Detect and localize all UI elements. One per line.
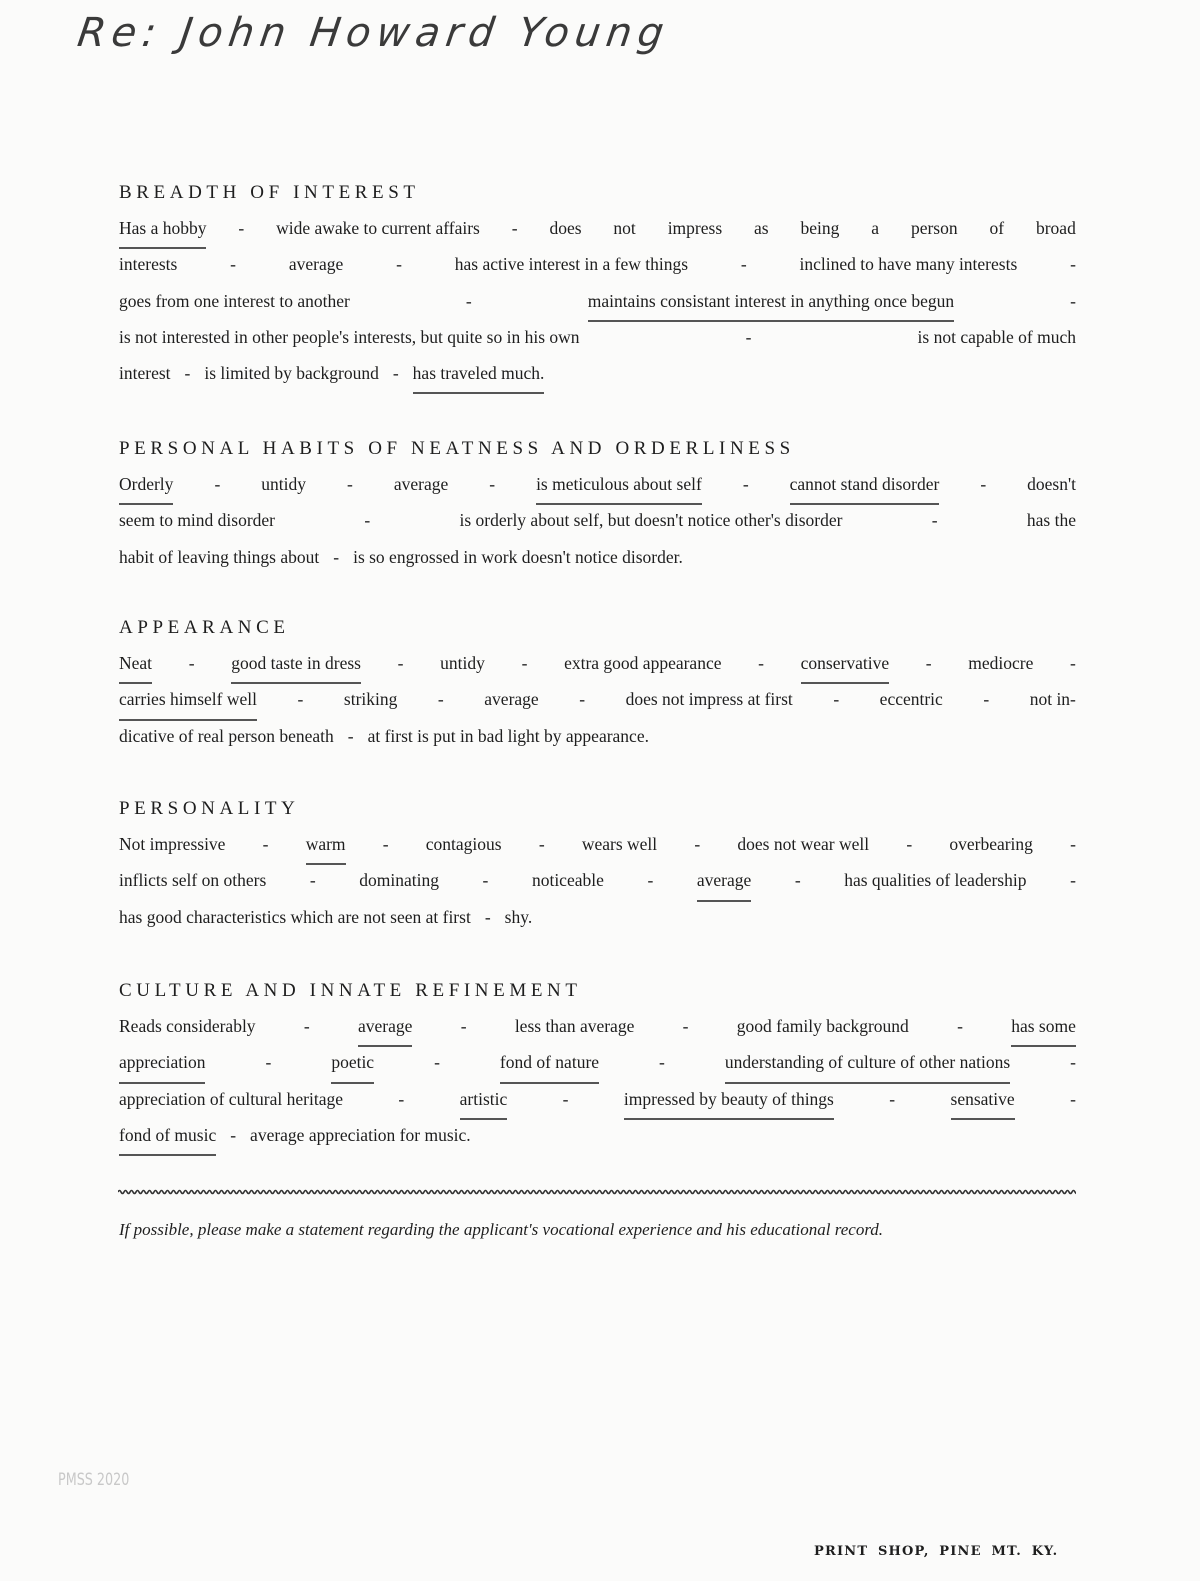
dash-separator: - (758, 653, 764, 673)
dash-separator: - (1070, 870, 1076, 891)
trait-text: contagious (425, 834, 502, 854)
underlined-trait: has traveled much. (413, 358, 545, 394)
trait-text: habit of leaving things about (119, 546, 320, 567)
dash-separator: - (188, 653, 195, 673)
underlined-trait: cannot stand disorder (790, 469, 940, 505)
trait-text: noticeable (531, 870, 604, 891)
dash-separator: - (309, 870, 316, 891)
dash-separator: - (347, 725, 354, 746)
handwritten-header: Re: John Howard Young (74, 10, 673, 56)
dash-separator: - (1070, 834, 1076, 854)
dash-separator: - (230, 1124, 237, 1145)
underlined-trait: good taste in dress (231, 648, 361, 684)
trait-text: extra good appearance (564, 653, 722, 673)
dash-separator: - (742, 474, 749, 494)
text-line (119, 322, 1076, 358)
trait-text: overbearing (949, 834, 1033, 854)
dash-separator: - (397, 653, 404, 673)
instruction-note: If possible, please make a statement regarding the applicant's vocational experience and his educational record. (119, 1220, 884, 1239)
dash-separator: - (833, 689, 840, 710)
trait-text: of (989, 218, 1005, 238)
trait-text: seem to mind disorder (119, 510, 276, 531)
underlined-trait: is meticulous about self (536, 469, 702, 505)
dash-separator: - (265, 1052, 272, 1073)
trait-text: not in- (1029, 689, 1076, 710)
trait-text: average (393, 474, 449, 494)
dash-separator: - (511, 218, 518, 238)
trait-text: impress (667, 218, 723, 238)
underlined-trait: Orderly (119, 469, 173, 505)
text-line (119, 469, 1076, 505)
trait-text: dominating (359, 870, 439, 891)
trait-text: wears well (581, 834, 658, 854)
trait-text: eccentric (879, 689, 943, 710)
underlined-trait: understanding of culture of other nations (725, 1047, 1010, 1083)
dash-separator: - (1070, 653, 1076, 673)
text-line (119, 684, 1076, 720)
text-line (119, 358, 1076, 394)
dash-separator: - (238, 218, 245, 238)
trait-text: untidy (440, 653, 485, 673)
dash-separator: - (262, 834, 269, 854)
section-heading: PERSONALITY (119, 798, 300, 819)
text-line (119, 648, 1076, 684)
dash-separator: - (740, 254, 747, 275)
dash-separator: - (538, 834, 545, 854)
underlined-trait: fond of nature (500, 1047, 599, 1083)
trait-text: has the (1026, 510, 1076, 531)
trait-text: Reads considerably (119, 1016, 256, 1036)
dash-separator: - (398, 1088, 405, 1109)
trait-text: has active interest in a few things (454, 254, 689, 275)
trait-text: is not capable of much (917, 326, 1076, 347)
trait-text: Not impressive (119, 834, 226, 854)
trait-text: average (288, 254, 344, 275)
wavy-divider (118, 1187, 1076, 1197)
section-culture (119, 980, 1076, 1156)
dash-separator: - (931, 510, 938, 531)
dash-separator: - (1070, 1052, 1076, 1073)
dash-separator: - (382, 834, 389, 854)
section-breadth-of-interest (119, 182, 1076, 394)
dash-separator: - (957, 1016, 963, 1036)
trait-text: being (800, 218, 840, 238)
section-heading: CULTURE AND INNATE REFINEMENT (119, 980, 582, 1001)
trait-text: is orderly about self, but doesn't notice other's disorder (459, 510, 843, 531)
dash-separator: - (745, 326, 752, 347)
dash-separator: - (396, 254, 402, 275)
section-heading: PERSONAL HABITS OF NEATNESS AND ORDERLINESS (119, 438, 795, 459)
text-line (119, 902, 1076, 938)
trait-text: a (871, 218, 880, 238)
underlined-trait: artistic (460, 1084, 508, 1120)
trait-text: does not wear well (737, 834, 870, 854)
dash-separator: - (1070, 254, 1076, 275)
trait-text: has qualities of leadership (844, 870, 1027, 891)
dash-separator: - (214, 474, 221, 494)
dash-separator: - (484, 906, 491, 927)
trait-text: has good characteristics which are not seen at first (119, 906, 471, 927)
underlined-trait: poetic (331, 1047, 374, 1083)
dash-separator: - (297, 689, 304, 710)
underlined-trait: average (358, 1011, 412, 1047)
section-heading: APPEARANCE (119, 617, 290, 638)
dash-separator: - (659, 1052, 665, 1073)
trait-text: is so engrossed in work doesn't notice disorder. (353, 546, 683, 567)
text-line (119, 1084, 1076, 1120)
section-heading: BREADTH OF INTEREST (119, 182, 420, 203)
text-line (119, 286, 1076, 322)
dash-separator: - (482, 870, 489, 891)
trait-text: doesn't (1027, 474, 1076, 494)
underlined-trait: has some (1011, 1011, 1076, 1047)
dash-separator: - (682, 1016, 689, 1036)
dash-separator: - (392, 363, 399, 384)
text-line (119, 1047, 1076, 1083)
dash-separator: - (333, 546, 340, 567)
trait-text: as (754, 218, 769, 238)
underlined-trait: fond of music (119, 1120, 216, 1156)
text-line (119, 1011, 1076, 1047)
trait-text: inflicts self on others (119, 870, 267, 891)
trait-text: broad (1035, 218, 1076, 238)
underlined-trait: conservative (801, 648, 889, 684)
trait-text: interests (119, 254, 178, 275)
dash-separator: - (460, 1016, 467, 1036)
trait-text: good family background (736, 1016, 909, 1036)
dash-separator: - (347, 474, 353, 494)
underlined-trait: maintains consistant interest in anything once begun (588, 286, 954, 322)
dash-separator: - (303, 1016, 310, 1036)
section-personality (119, 798, 1076, 938)
underlined-trait: Neat (119, 648, 152, 684)
text-line (119, 829, 1076, 865)
dash-separator: - (230, 254, 236, 275)
dash-separator: - (1070, 290, 1076, 311)
trait-text: person (910, 218, 958, 238)
trait-text: untidy (261, 474, 306, 494)
dash-separator: - (364, 510, 371, 531)
text-line (119, 249, 1076, 285)
text-line (119, 721, 1076, 757)
underlined-trait: appreciation (119, 1047, 205, 1083)
trait-text: is limited by background (204, 363, 379, 384)
dash-separator: - (794, 870, 801, 891)
trait-text: at first is put in bad light by appearance. (367, 725, 649, 746)
dash-separator: - (889, 1088, 896, 1109)
dash-separator: - (1070, 1088, 1076, 1109)
trait-text: is not interested in other people's interests, but quite so in his own (119, 326, 580, 347)
dash-separator: - (980, 474, 987, 494)
text-line (119, 865, 1076, 901)
trait-text: wide awake to current affairs (276, 218, 480, 238)
print-shop-footer: PRINT SHOP, PINE MT. KY. (814, 1544, 1059, 1559)
text-line (119, 1120, 1076, 1156)
dash-separator: - (983, 689, 990, 710)
dash-separator: - (925, 653, 932, 673)
dash-separator: - (434, 1052, 440, 1073)
dash-separator: - (184, 363, 191, 384)
underlined-trait: impressed by beauty of things (624, 1084, 834, 1120)
section-appearance (119, 617, 1076, 757)
trait-text: dicative of real person beneath (119, 725, 334, 746)
trait-text: inclined to have many interests (799, 254, 1018, 275)
trait-text: average (484, 689, 539, 710)
text-line (119, 505, 1076, 541)
trait-text: goes from one interest to another (119, 290, 350, 311)
dash-separator: - (521, 653, 528, 673)
underlined-trait: warm (306, 829, 346, 865)
trait-text: mediocre (968, 653, 1034, 673)
underlined-trait: sensative (951, 1084, 1015, 1120)
dash-separator: - (647, 870, 654, 891)
trait-text: striking (343, 689, 398, 710)
dash-separator: - (465, 290, 472, 311)
trait-text: interest (119, 363, 171, 384)
trait-text: average appreciation for music. (250, 1124, 471, 1145)
underlined-trait: Has a hobby (119, 213, 206, 249)
section-personal-habits (119, 438, 1076, 578)
dash-separator: - (694, 834, 701, 854)
dash-separator: - (906, 834, 913, 854)
trait-text: shy. (504, 906, 533, 927)
trait-text: not (613, 218, 636, 238)
trait-text: appreciation of cultural heritage (119, 1088, 343, 1109)
underlined-trait: carries himself well (119, 684, 257, 720)
underlined-trait: average (697, 865, 751, 901)
watermark: PMSS 2020 (58, 1470, 130, 1490)
dash-separator: - (579, 689, 586, 710)
dash-separator: - (489, 474, 496, 494)
trait-text: less than average (514, 1016, 635, 1036)
trait-text: does not impress at first (625, 689, 793, 710)
dash-separator: - (437, 689, 444, 710)
trait-text: does (549, 218, 582, 238)
dash-separator: - (562, 1088, 569, 1109)
text-line (119, 213, 1076, 249)
text-line (119, 542, 1076, 578)
